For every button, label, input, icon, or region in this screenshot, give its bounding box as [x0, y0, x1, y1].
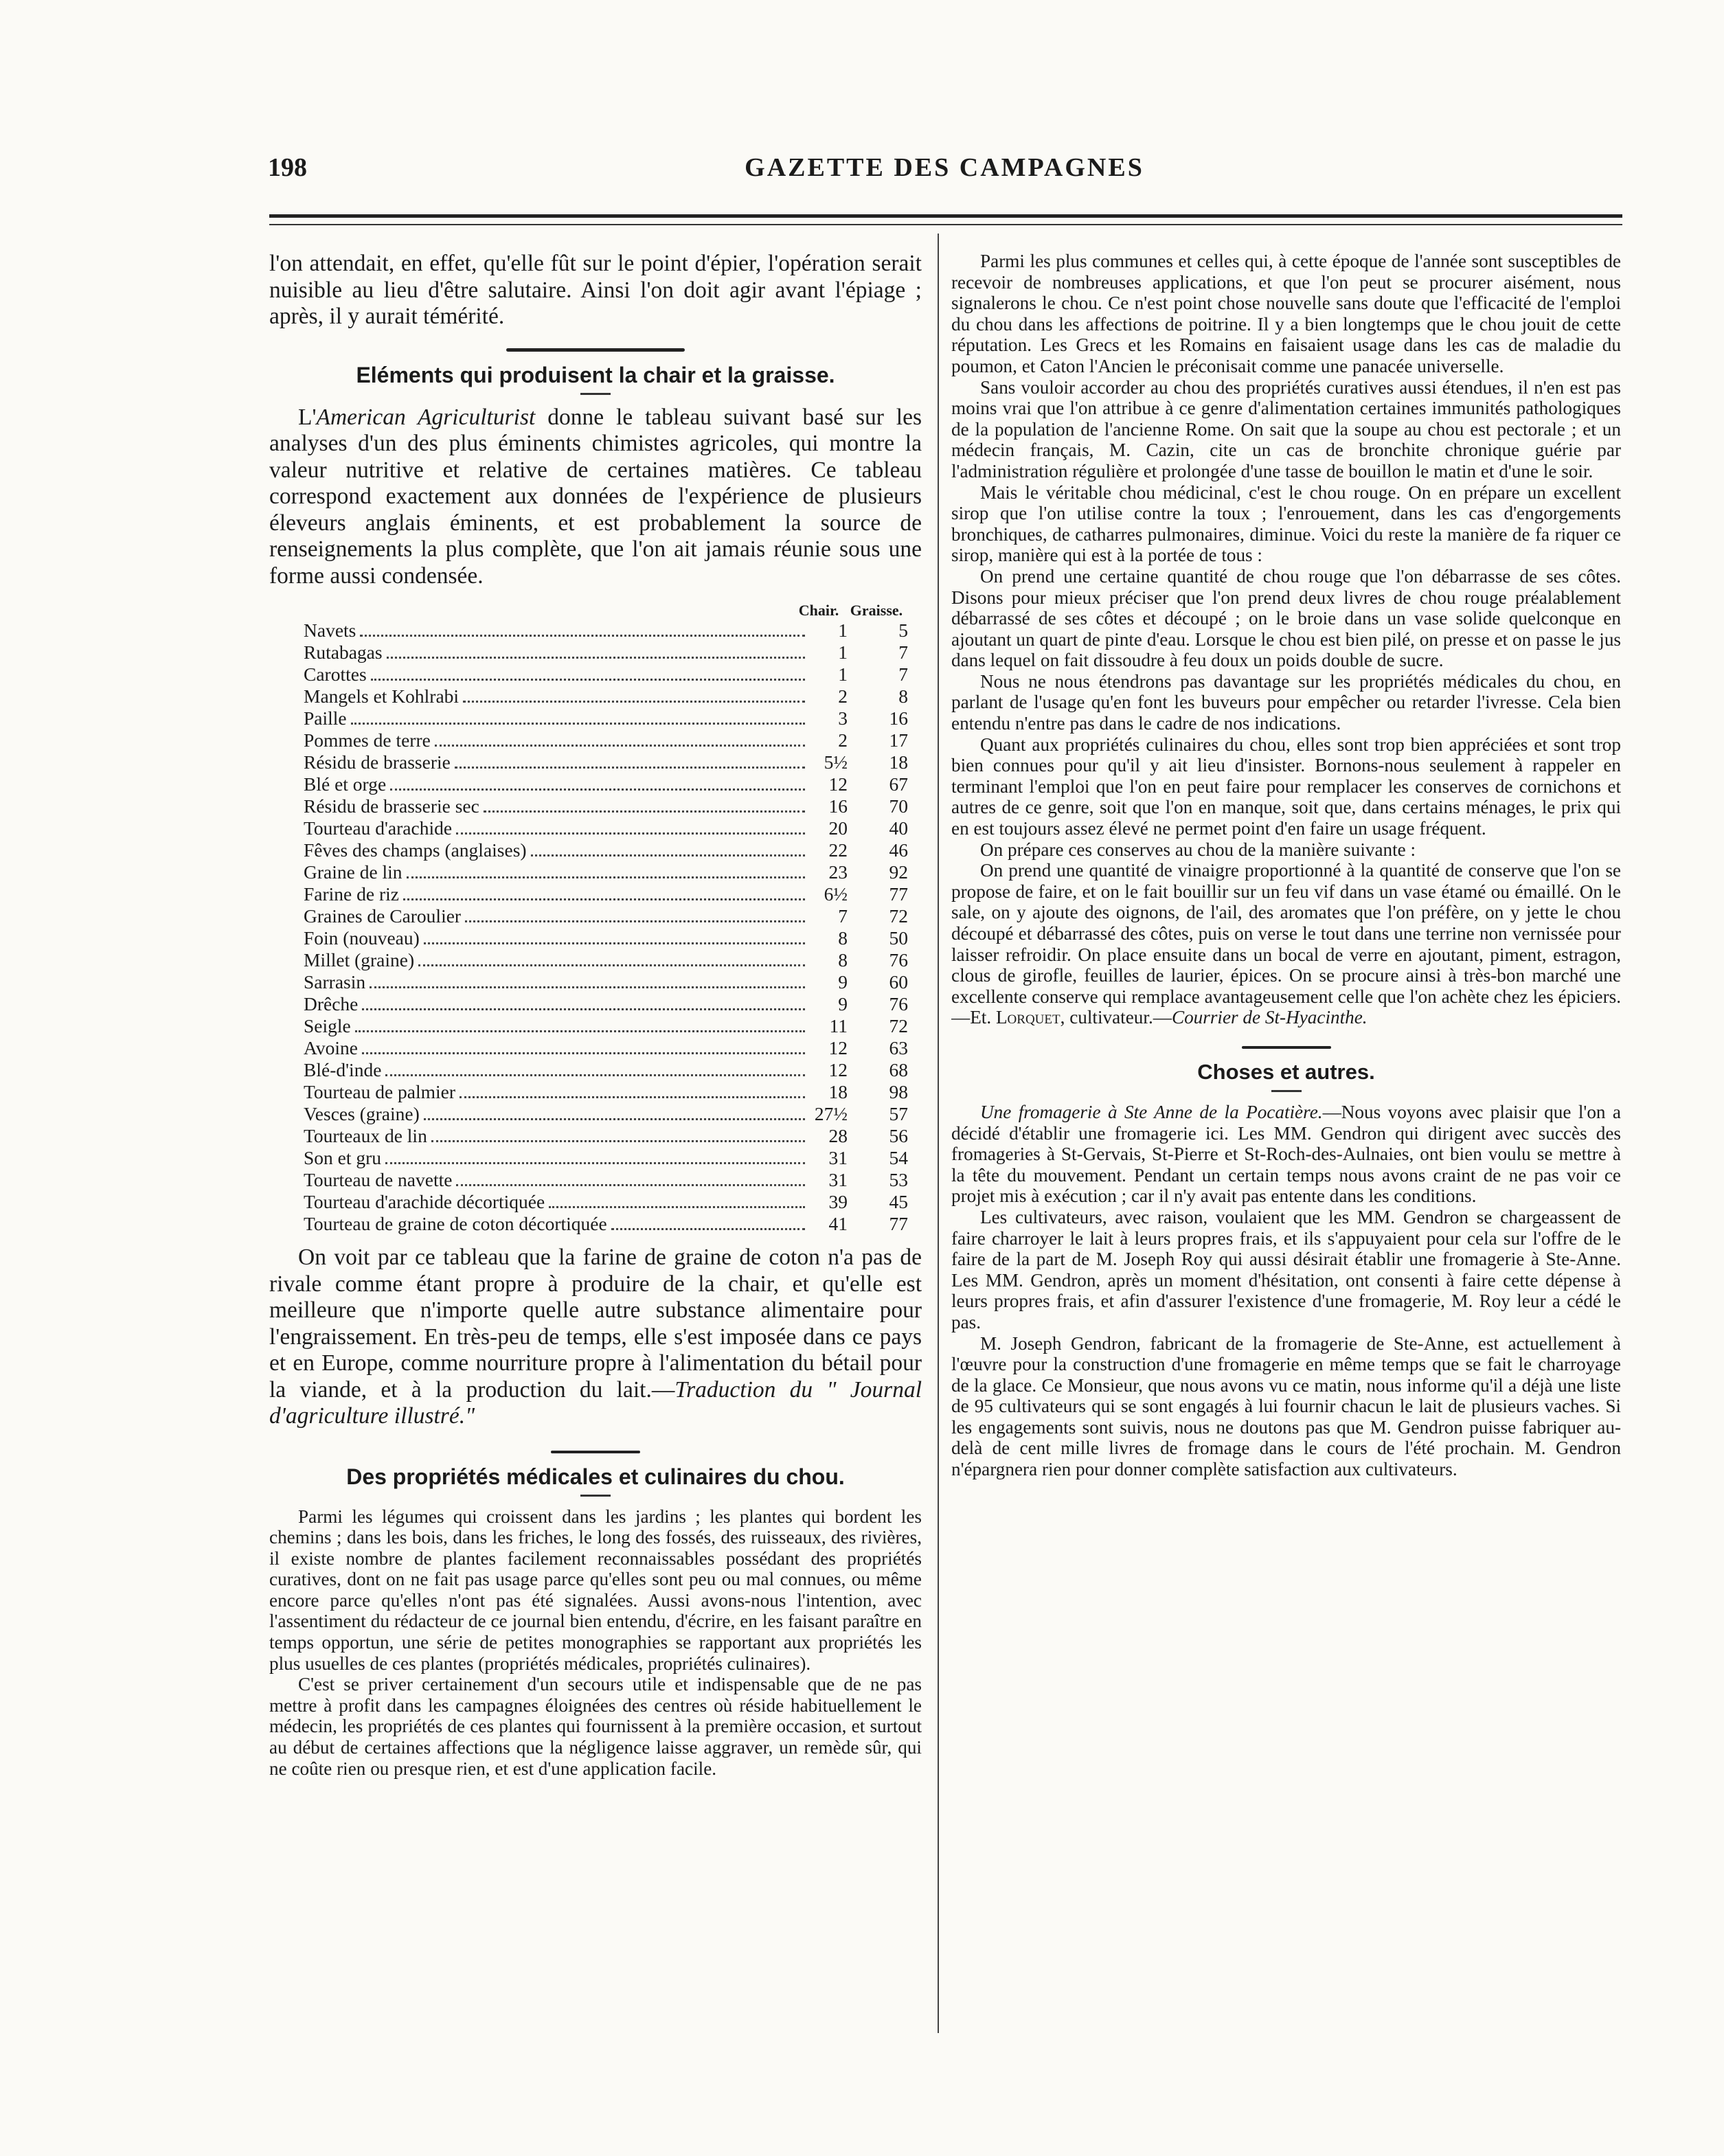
article-paragraph: Parmi les plus communes et celles qui, à cette époque de l'année sont susceptibles de recevoir de nombreuses applications, et que l'on peut se procurer aisément, nous signalerons le chou. Ce n'est point chose nouvelle sans doute que l'efficacité de l'emploi du chou dans les affections de poitrine. Il y a bien longtemps que le chou jouit de cette réputation. Les Grecs et les Romains en faisaient usage dans les cas de maladie du poumon, et Caton l'Ancien le préconisait comme une panacée universelle. — [951, 251, 1621, 376]
signature-suffix: , cultivateur.— — [1060, 1007, 1172, 1028]
graisse-value: 7 — [898, 663, 908, 685]
column-divider — [938, 234, 939, 2033]
article-paragraph: M. Joseph Gendron, fabricant de la fromagerie de Ste-Anne, est actuellement à l'œuvre pour la construction d'une fromagerie en même temps que se fait le charroyage de la glace. Ce Monsieur, que nous avons vu ce matin, nous informe qu'il a déjà une liste de 95 cultivateurs qui se sont engagés à lui fournir chacun le lait de plusieurs vaches. Si les engagements sont suivis, nous ne doutons pas que M. Gendron puisse fabriquer au-delà de cent mille livres de fromage dans le cours de l'été prochain. M. Gendron n'épargnera rien pour donner complète satisfaction aux cultivateurs. — [951, 1332, 1621, 1480]
graisse-value: 17 — [889, 729, 908, 751]
signature-prefix: —Et. — [951, 1007, 996, 1028]
graisse-value: 67 — [889, 773, 908, 795]
row-label: Carottes — [304, 663, 367, 685]
table-row — [304, 642, 908, 663]
graisse-value: 68 — [889, 1059, 908, 1080]
graisse-value: 46 — [889, 839, 908, 861]
table-row — [304, 993, 908, 1015]
graisse-value: 76 — [889, 949, 908, 971]
page-header — [268, 152, 1621, 187]
column-header-graisse: Graisse. — [850, 602, 903, 619]
table-row — [304, 707, 908, 729]
table-row — [304, 1059, 908, 1081]
table-row — [304, 1037, 908, 1059]
row-label: Résidu de brasserie — [304, 751, 451, 773]
dot-leader — [456, 1184, 805, 1186]
row-label: Vesces (graine) — [304, 1103, 420, 1124]
header-rule-thin — [269, 224, 1622, 225]
graisse-value: 60 — [889, 971, 908, 992]
chair-value: 22 — [828, 839, 848, 861]
table-body — [304, 620, 908, 1235]
row-label: Paille — [304, 707, 347, 729]
heading-dash — [580, 393, 611, 395]
table-row — [304, 1191, 908, 1213]
dot-leader — [460, 1096, 805, 1098]
chair-value: 27½ — [814, 1103, 848, 1124]
article-source: Courrier de St-Hyacinthe. — [1171, 1007, 1368, 1028]
graisse-value: 50 — [889, 927, 908, 949]
graisse-value: 7 — [898, 642, 908, 663]
row-label: Blé et orge — [304, 773, 387, 795]
chair-value: 28 — [828, 1125, 848, 1146]
table-row — [304, 1169, 908, 1191]
table-row — [304, 663, 908, 685]
row-label: Rutabagas — [304, 642, 383, 663]
table-row — [304, 971, 908, 993]
row-label: Pommes de terre — [304, 729, 431, 751]
header-rule-thick — [269, 214, 1622, 218]
dot-leader — [390, 788, 805, 791]
graisse-value: 18 — [889, 751, 908, 773]
article-paragraph — [951, 860, 1621, 1028]
graisse-value: 72 — [889, 905, 908, 927]
chair-value: 3 — [838, 707, 848, 729]
dot-leader — [531, 854, 805, 856]
row-label: Graine de lin — [304, 861, 402, 883]
row-label: Tourteau de graine de coton décortiquée — [304, 1213, 607, 1234]
table-row — [304, 773, 908, 795]
chair-value: 12 — [828, 1059, 848, 1080]
section-heading-chou: Des propriétés médicales et culinaires du chou. — [346, 1464, 845, 1489]
table-row — [304, 861, 908, 883]
section-ornament — [551, 1451, 640, 1453]
table-row — [304, 1213, 908, 1235]
table-row — [304, 1125, 908, 1147]
right-column — [951, 251, 1621, 1480]
author-name: Lorquet — [995, 1007, 1061, 1028]
dot-leader — [424, 942, 805, 944]
row-label: Foin (nouveau) — [304, 927, 420, 949]
row-label: Drêche — [304, 993, 359, 1014]
left-column — [269, 251, 922, 1779]
table-row — [304, 685, 908, 707]
article-paragraph: Quant aux propriétés culinaires du chou, elles sont trop bien appréciées et sont trop bien connues pour qu'il y ait lieu d'insister. Bornons-nous seulement à rappeler en terminant l'emploi que l'on en peut faire pour remplacer les conserves de cornichons et autres de ce genre, soit que l'on en manque, soit que, dans certains ménages, le prix qui en est toujours assez élevé ne permet point d'en faire un usage fréquent. — [951, 734, 1621, 839]
continued-paragraph: l'on attendait, en effet, qu'elle fût sur le point d'épier, l'opération serait nuisible au lieu d'être salutaire. Ainsi l'on doit agir avant l'épiage ; après, il y aurait témérité. — [269, 251, 922, 329]
graisse-value: 72 — [889, 1015, 908, 1036]
section-ornament — [506, 348, 685, 352]
chair-value: 9 — [838, 971, 848, 992]
chair-value: 8 — [838, 949, 848, 971]
article-paragraph: C'est se priver certainement d'un secours utile et indispensable que de ne pas mettre à profit dans les campagnes éloignées des centres où réside habituellement le médecin, les propriétés de ces plantes qui fournissent à la première occasion, et surtout au début de certaines affections que la négligence laisse aggraver, un remède sûr, qui ne coûte rien ou presque rien, et est d'une application facile. — [269, 1674, 922, 1779]
chair-value: 18 — [828, 1081, 848, 1102]
table-row — [304, 817, 908, 839]
row-label: Millet (graine) — [304, 949, 415, 971]
article-paragraph: Mais le véritable chou médicinal, c'est le chou rouge. On en prépare un excellent sirop que l'on utilise contre la toux ; l'enrouement, dans les cas d'engorgements bronchiques, de catharres pulmonaires, diminue. Voici du reste la manière de fa riquer ce sirop, manière qui est à la portée de tous : — [951, 481, 1621, 566]
chair-value: 31 — [828, 1169, 848, 1190]
row-label: Farine de riz — [304, 883, 399, 905]
graisse-value: 77 — [889, 883, 908, 905]
table-row — [304, 795, 908, 817]
text-body: —Nous voyons avec plaisir que l'on a décidé d'établir une fromagerie ici. Les MM. Gendron qui dirigent avec succès des fromageries à St-Gervais, St-Pierre et St-Roch-des-Aulnaies, ont bien voulu se mettre à la tête du mouvement. Pendant un certain temps nous avons craint de ne pas voir ce projet mis à exécution ; car il n'y avait pas entente dans les conditions. — [951, 1101, 1621, 1207]
graisse-value: 77 — [889, 1213, 908, 1234]
heading-dash — [580, 1495, 611, 1497]
table-row — [304, 729, 908, 751]
publication-title: GAZETTE DES CAMPAGNES — [745, 153, 1144, 182]
row-label: Tourteaux de lin — [304, 1125, 427, 1146]
table-row — [304, 949, 908, 971]
chair-value: 39 — [828, 1191, 848, 1212]
graisse-value: 40 — [889, 817, 908, 839]
table-row — [304, 1147, 908, 1169]
row-label: Résidu de brasserie sec — [304, 795, 479, 817]
graisse-value: 92 — [889, 861, 908, 883]
row-label: Tourteau de palmier — [304, 1081, 456, 1102]
chair-value: 2 — [838, 685, 848, 707]
chair-value: 7 — [838, 905, 848, 927]
chair-value: 1 — [838, 620, 848, 641]
table-row — [304, 1015, 908, 1037]
row-label: Tourteau de navette — [304, 1169, 453, 1190]
dot-leader — [362, 1008, 805, 1010]
graisse-value: 57 — [889, 1103, 908, 1124]
table-row — [304, 1081, 908, 1103]
chair-value: 16 — [828, 795, 848, 817]
graisse-value: 56 — [889, 1125, 908, 1146]
table-row — [304, 839, 908, 861]
chair-value: 5½ — [824, 751, 848, 773]
article-paragraph — [269, 405, 922, 590]
dot-leader — [435, 745, 805, 747]
article-source: Traduction du " Journal d'agriculture illustré." — [269, 1376, 922, 1429]
dot-leader — [484, 810, 805, 813]
section-ornament — [1242, 1046, 1331, 1049]
row-label: Graines de Caroulier — [304, 905, 462, 927]
dot-leader — [385, 1162, 805, 1164]
article-paragraph: On prend une certaine quantité de chou rouge que l'on débarrasse de ses côtes. Disons pour mieux préciser que l'on prend deux livres de chou rouge préalablement débarrassé de ses côtes et découpé ; on le broie dans un vase solide quelconque en ajoutant un quart de pinte d'eau. Lorsque le chou est bien pilé, on presse et on passe le jus dans lequel on fait dissoudre à feu doux un poids double de sucre. — [951, 565, 1621, 671]
graisse-value: 16 — [889, 707, 908, 729]
dot-leader — [371, 679, 805, 681]
table-row — [304, 905, 908, 927]
article-paragraph: On prépare ces conserves au chou de la manière suivante : — [980, 839, 1416, 860]
table-row — [304, 1103, 908, 1125]
dot-leader — [455, 767, 805, 769]
row-label: Blé-d'inde — [304, 1059, 382, 1080]
dot-leader — [387, 657, 805, 659]
dot-leader — [360, 635, 805, 637]
chair-value: 12 — [828, 1037, 848, 1058]
chair-value: 23 — [828, 861, 848, 883]
dot-leader — [385, 1074, 805, 1076]
table-header — [304, 602, 908, 620]
chair-value: 8 — [838, 927, 848, 949]
row-label: Mangels et Kohlrabi — [304, 685, 460, 707]
article-paragraph: Sans vouloir accorder au chou des propriétés curatives aussi étendues, il n'en est pas moins vrai que l'on attribue à ce genre d'alimentation certaines immunités pathologiques de la population de l'ancienne Rome. On sait que la soupe au chou est pectorale ; et un médecin français, M. Cazin, cite un cas de bronchite chronique guérie par l'administration régulière et prolongée d'une tasse de bouillon le matin et d'une le soir. — [951, 376, 1621, 481]
table-row — [304, 620, 908, 642]
chair-value: 20 — [828, 817, 848, 839]
dot-leader — [418, 964, 805, 966]
dot-leader — [465, 920, 805, 922]
chair-value: 41 — [828, 1213, 848, 1234]
row-label: Tourteau d'arachide décortiquée — [304, 1191, 545, 1212]
dot-leader — [431, 1140, 805, 1142]
dot-leader — [370, 986, 805, 988]
row-label: Seigle — [304, 1015, 351, 1036]
article-lead: Une fromagerie à Ste Anne de la Pocatière. — [980, 1101, 1323, 1122]
row-label: Fêves des champs (anglaises) — [304, 839, 527, 861]
section-heading-choses: Choses et autres. — [1197, 1059, 1375, 1084]
text-body: On prend une quantité de vinaigre proportionné à la quantité de conserve que l'on se propose de faire, et on le fait bouillir sur un feu vif dans un vase étamé ou émaillé. On le sale, on y ajoute des oignons, de l'ail, des aromates que l'on préfère, on y jette le chou découpé et débarrassé des côtes, puis on verse le tout dans une terrine non vernissée pour laisser refroidir. On place ensuite dans un bocal de verre en ajoutant, piment, estragon, clous de girofle, feuilles de laurier, épices. On se procure ainsi à très-bon marché une excellente conserve qui remplace avantageusement celle que l'on achète chez les épiciers. — [951, 860, 1621, 1007]
graisse-value: 70 — [889, 795, 908, 817]
section-heading-elements: Eléments qui produisent la chair et la graisse. — [356, 362, 835, 387]
chair-value: 11 — [829, 1015, 848, 1036]
dot-leader — [463, 701, 805, 703]
dot-leader — [549, 1206, 805, 1208]
dot-leader — [456, 832, 805, 835]
dot-leader — [424, 1118, 805, 1120]
dot-leader — [611, 1228, 805, 1230]
graisse-value: 53 — [889, 1169, 908, 1190]
chair-value: 6½ — [824, 883, 848, 905]
graisse-value: 76 — [889, 993, 908, 1014]
table-row — [304, 751, 908, 773]
page-number: 198 — [268, 153, 307, 182]
graisse-value: 5 — [898, 620, 908, 641]
article-paragraph: Les cultivateurs, avec raison, voulaient que les MM. Gendron se chargeassent de faire charroyer le lait à leurs propres frais, et ils s'appuyaient pour cela sur l'offre de le faire de la part de M. Joseph Roy qui aussi désirait établir une fromagerie à Ste-Anne. Les MM. Gendron, après un moment d'hésitation, ont consenti à faire cette dépense à leurs propres frais, et afin d'assurer l'existence d'une fromagerie, M. Roy leur a cédé le pas. — [951, 1206, 1621, 1332]
chair-value: 31 — [828, 1147, 848, 1168]
chair-value: 12 — [828, 773, 848, 795]
chair-value: 2 — [838, 729, 848, 751]
graisse-value: 98 — [889, 1081, 908, 1102]
text-body: donne le tableau suivant basé sur les analyses d'un des plus éminents chimistes agricoles, qui montre la valeur nutritive et relative de certaines matières. Ce tableau correspond exactement aux données de l'expérience de plusieurs éleveurs anglais éminents, et est probablement la source de renseignements la plus complète, que l'on ait jamais réunie sous une forme aussi condensée. — [269, 404, 922, 589]
column-header-chair: Chair. — [798, 602, 839, 619]
publication-name: American Agriculturist — [316, 404, 536, 430]
chair-value: 1 — [838, 642, 848, 663]
graisse-value: 45 — [889, 1191, 908, 1212]
article-paragraph — [951, 1102, 1621, 1207]
dot-leader — [355, 1030, 805, 1032]
dot-leader — [351, 723, 805, 725]
row-label: Avoine — [304, 1037, 358, 1058]
article-paragraph: Parmi les légumes qui croissent dans les jardins ; les plantes qui bordent les chemins ; dans les bois, dans les friches, le long des fossés, des ruisseaux, des rivières, il existe nombre de plantes facilement reconnaissables possédant des propriétés curatives, dont on ne fait pas usage parce qu'elles sont peu ou mal connues, ou même encore parce qu'elles n'ont pas été signalées. Aussi avons-nous l'intention, avec l'assentiment du rédacteur de ce journal bien entendu, d'écrire, en les faisant paraître en temps opportun, une série de petites monographies se rapportant aux propriétés les plus usuelles de ces plantes (propriétés médicales, propriétés culinaires). — [269, 1506, 922, 1674]
graisse-value: 54 — [889, 1147, 908, 1168]
article-paragraph — [269, 1245, 922, 1430]
dot-leader — [403, 898, 805, 900]
table-row — [304, 927, 908, 949]
text-body: On voit par ce tableau que la farine de graine de coton n'a pas de rivale comme étant propre à produire de la chair, et qu'elle est meilleure que n'importe quelle autre substance alimentaire pour l'engraissement. En très-peu de temps, elle s'est imposée dans ce pays et en Europe, comme nourriture propre à l'alimentation du bétail pour la viande, et à la production du lait.— — [269, 1245, 922, 1403]
chair-value: 9 — [838, 993, 848, 1014]
row-label: Navets — [304, 620, 356, 641]
nutrition-table — [304, 602, 908, 1235]
dot-leader — [362, 1052, 805, 1054]
row-label: Tourteau d'arachide — [304, 817, 453, 839]
table-row — [304, 883, 908, 905]
graisse-value: 63 — [889, 1037, 908, 1058]
row-label: Sarrasin — [304, 971, 366, 992]
text-prefix: L' — [298, 404, 317, 430]
graisse-value: 8 — [898, 685, 908, 707]
row-label: Son et gru — [304, 1147, 382, 1168]
chair-value: 1 — [838, 663, 848, 685]
heading-dash — [1271, 1090, 1302, 1092]
article-paragraph: Nous ne nous étendrons pas davantage sur les propriétés médicales du chou, en parlant de l'usage qu'en font les buveurs pour empêcher ou retarder l'ivresse. Cela bien entendu n'entre pas dans le cadre de nos indications. — [951, 670, 1621, 734]
dot-leader — [407, 876, 805, 878]
